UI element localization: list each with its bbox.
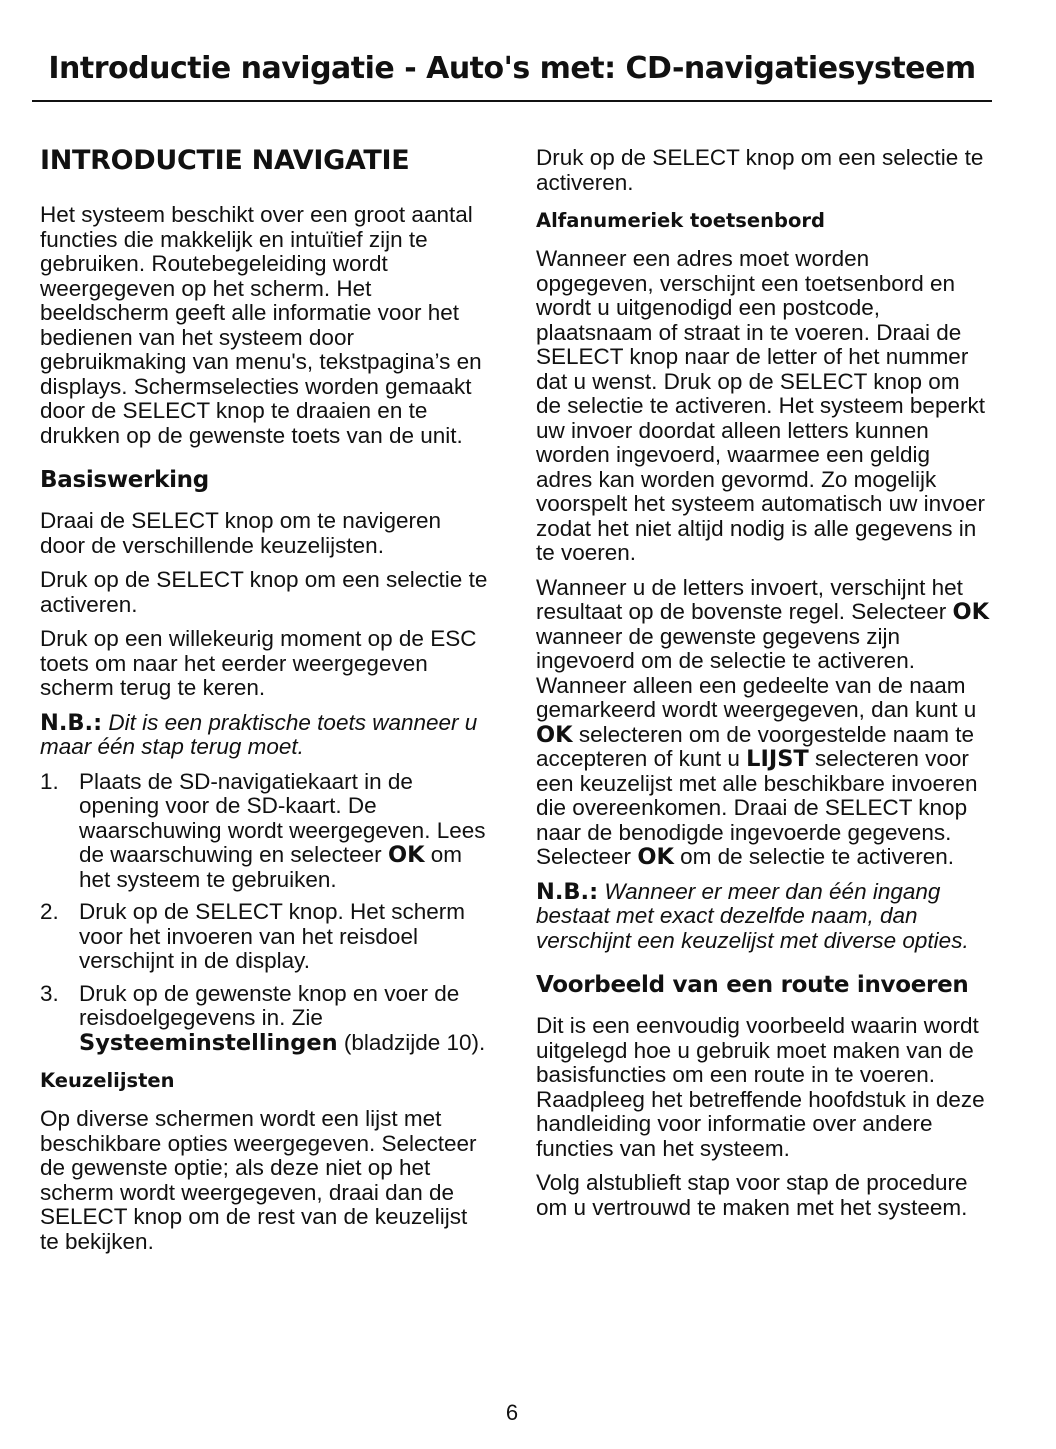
ok-label: OK (952, 599, 990, 625)
list-item (40, 770, 492, 893)
step-text: (bladzijde 10). (337, 1029, 486, 1055)
step-text: Druk op de SELECT knop. Het scherm voor het invoeren van het reisdoel verschijnt in de display. (79, 899, 466, 973)
keuzelijsten-heading: Keuzelijsten (40, 1069, 175, 1092)
basic-paragraph-2: Druk op de SELECT knop om een selectie te activeren. (40, 567, 488, 617)
note-label: N.B.: (536, 878, 599, 905)
step-text: Druk op de gewenste knop en voer de reisdoelgegevens in. Zie (79, 980, 460, 1030)
text-run: om de selectie te activeren. (673, 844, 955, 869)
left-column (40, 145, 492, 1264)
page-title: Introductie navigatie - Auto's met: CD-navigatiesysteem (48, 51, 976, 86)
text-run: Wanneer u de letters invoert, verschijnt het resultaat op de bovenste regel. Selecteer (536, 574, 963, 624)
example-heading: Voorbeeld van een route invoeren (536, 972, 969, 998)
cross-reference-link[interactable]: Systeeminstellingen (79, 1029, 338, 1056)
lijst-label: LIJST (746, 746, 809, 772)
note (40, 711, 492, 760)
keyboard-heading: Alfanumeriek toetsenbord (536, 209, 825, 232)
step-text: Plaats de SD-navigatiekaart in de opening voor de SD-kaart. De waarschuwing wordt weergegeven. Lees de waarschuwing en selecteer (79, 768, 486, 867)
basic-paragraph-3: Druk op een willekeurig moment op de ESC toets om naar het eerder weergegeven scherm terug te keren. (40, 626, 477, 700)
text-run: selecteren voor een keuzelijst met alle beschikbare invoeren die overeenkomen. Draai de SELECT knop naar de benodigde ingevoerde gegevens. Selecteer (536, 746, 978, 869)
note-text: Dit is een praktische toets wanneer u maar één stap terug moet. (40, 709, 478, 759)
keyboard-paragraph-1: Wanneer een adres moet worden opgegeven, verschijnt een toetsenbord en wordt u uitgenodigd een postcode, plaatsnaam of straat in te voeren. Draai de SELECT knop naar de letter of het nummer dat u wenst. Druk op de SELECT knop om de selectie te activeren. Het systeem beperkt uw invoer doordat alleen letters kunnen worden ingevoerd, waarmee een geldig adres kan worden gevormd. Zo mogelijk voorspelt het systeem automatisch uw invoer zodat het niet altijd nodig is alle gegevens in te voeren. (536, 246, 985, 565)
steps-list (40, 770, 492, 1056)
right-column (536, 146, 990, 1230)
page-header (32, 50, 992, 102)
basiswerking-heading: Basiswerking (40, 467, 209, 493)
section-heading-introductie: INTRODUCTIE NAVIGATIE (40, 145, 410, 176)
ok-label: OK (637, 844, 674, 870)
note-text: Wanneer er meer dan één ingang bestaat met exact dezelfde naam, dan verschijnt een keuzelijst met diverse opties. (536, 878, 969, 953)
page-number: 6 (505, 1400, 519, 1425)
text-run: wanneer de gewenste gegevens zijn ingevoerd om de selectie te activeren. Wanneer alleen een gedeelte van de naam gemarkeerd wordt weergegeven, dan kunt u (536, 623, 977, 722)
list-item (40, 900, 492, 974)
step-bold: OK (387, 842, 425, 868)
ok-label: OK (536, 721, 573, 748)
list-item (40, 982, 492, 1056)
basic-paragraph-1: Draai de SELECT knop om te navigeren door de verschillende keuzelijsten. (40, 508, 442, 558)
note (536, 880, 990, 954)
note-label: N.B.: (40, 709, 103, 736)
select-paragraph: Druk op de SELECT knop om een selectie te activeren. (536, 145, 984, 195)
example-paragraph-1: Dit is een eenvoudig voorbeeld waarin wordt uitgelegd hoe u gebruik moet maken van de basisfuncties om een route in te voeren. Raadpleeg het betreffende hoofdstuk in deze handleiding voor informatie over andere functies van het systeem. (536, 1013, 985, 1161)
step-number: 3. (40, 980, 59, 1006)
intro-paragraph: Het systeem beschikt over een groot aantal functies die makkelijk en intuïtief zijn te gebruiken. Routebegeleiding wordt weergegeven op het scherm. Het beeldscherm geeft alle informatie voor het bedienen van het systeem door gebruikmaking van menu's, tekstpagina’s en displays. Schermselecties worden gemaakt door de SELECT knop te draaien en te drukken op de gewenste toets van de unit. (40, 202, 482, 448)
example-paragraph-2: Volg alstublieft stap voor stap de procedure om u vertrouwd te maken met het systeem. (536, 1170, 968, 1220)
step-number: 1. (40, 768, 59, 794)
lists-paragraph: Op diverse schermen wordt een lijst met beschikbare opties weergegeven. Selecteer de gewenste optie; als deze niet op het scherm wordt weergegeven, draai dan de SELECT knop om de rest van de keuzelijst te bekijken. (40, 1106, 477, 1254)
step-text: om het systeem te gebruiken. (79, 842, 463, 892)
step-number: 2. (40, 899, 59, 924)
text-run: selecteren om de voorgestelde naam te accepteren of kunt u (536, 721, 975, 771)
keyboard-paragraph-2 (536, 576, 990, 870)
